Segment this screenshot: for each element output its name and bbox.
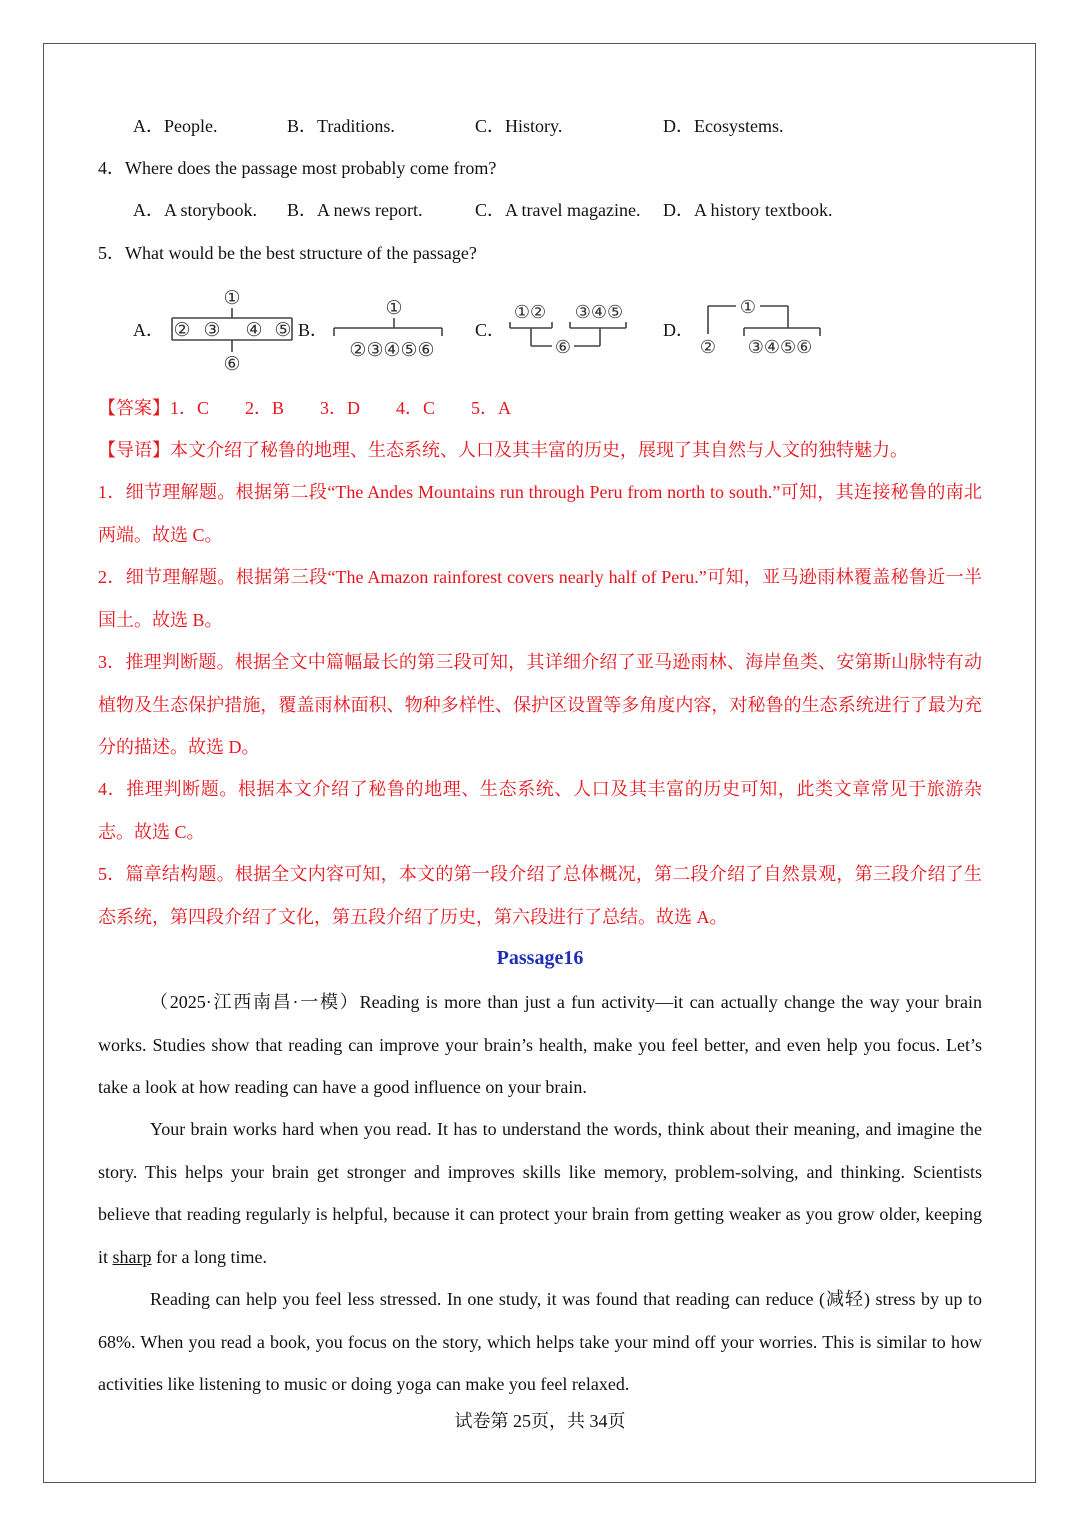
guide-intro: 【导语】本文介绍了秘鲁的地理、生态系统、人口及其丰富的历史，展现了其自然与人文的独特魅力。 (98, 440, 908, 460)
diagram-c-bottom: ⑥ (554, 337, 572, 358)
q5-label-b: B． (298, 320, 329, 340)
structure-diagram-c (506, 298, 630, 358)
underlined-word: sharp (112, 1246, 152, 1267)
diagram-a-node: ② (173, 319, 191, 341)
structure-diagram-a (166, 284, 298, 376)
q3-option-c: C．History. (475, 116, 563, 136)
explanation-4: 4．推理判断题。根据本文介绍了秘鲁的地理、生态系统、人口及其丰富的历史可知，此类文章常见于旅游杂志。故选 C。 (98, 779, 982, 842)
diagram-a-node: ⑤ (274, 319, 292, 341)
diagram-a-bottom: ⑥ (223, 353, 241, 375)
q5-label-a: A． (133, 320, 164, 340)
structure-diagram-d (696, 294, 826, 360)
q3-option-b: B．Traditions. (287, 116, 395, 136)
q3-option-a: A．People. (133, 116, 218, 136)
q4-option-a: A．A storybook. (133, 200, 258, 220)
explanation-5: 5．篇章结构题。根据全文内容可知，本文的第一段介绍了总体概况，第二段介绍了自然景观，第三段介绍了生态系统，第四段介绍了文化，第五段介绍了历史，第六段进行了总结。故选 A。 (98, 864, 982, 927)
answer-line: 【答案】1．C 2．B 3．D 4．C 5．A (98, 398, 512, 418)
q3-option-d: D．Ecosystems. (663, 116, 784, 136)
diagram-a-node: ④ (245, 319, 263, 341)
q4-option-c: C．A travel magazine. (475, 200, 641, 220)
passage-paragraph-2: Your brain works hard when you read. It has to understand the words, think about their meaning, and imagine the story. This helps your brain get stronger and improves skills like memory, problem-solving, and thinking. Scientists believe that reading regularly is helpful, because it can protect your brain from getting weaker as you grow older, keeping it sharp for a long time. (98, 1119, 982, 1267)
q4-option-d: D．A history textbook. (663, 200, 833, 220)
diagram-c-right: ③④⑤ (574, 302, 624, 323)
diagram-d-top: ① (739, 297, 757, 318)
diagram-a-node: ③ (203, 319, 221, 341)
structure-diagram-b (330, 294, 446, 366)
passage-title: Passage16 (496, 947, 584, 969)
diagram-c-left: ①② (513, 302, 547, 323)
explanation-1: 1．细节理解题。根据第二段“The Andes Mountains run through Peru from north to south.”可知，其连接秘鲁的南北两端。故选 C。 (98, 482, 982, 545)
q5-stem: 5．What would be the best structure of the passage? (98, 243, 477, 263)
diagram-a-top: ① (223, 287, 241, 309)
q5-label-c: C． (475, 320, 506, 340)
diagram-d-left: ② (699, 337, 717, 358)
q4-stem: 4．Where does the passage most probably come from? (98, 158, 497, 178)
page-footer: 试卷第 25页，共 34页 (454, 1411, 626, 1431)
explanation-3: 3．推理判断题。根据全文中篇幅最长的第三段可知，其详细介绍了亚马逊雨林、海岸鱼类、安第斯山脉特有动植物及生态保护措施，覆盖雨林面积、物种多样性、保护区设置等多角度内容，对秘鲁的生态系统进行了最为充分的描述。故选 D。 (98, 652, 982, 757)
passage-paragraph-3: Reading can help you feel less stressed. In one study, it was found that reading can reduce (减轻) stress by up to 68%. When you read a book, you focus on the story, which helps take your mind off your worries. This is similar to how activities like listening to music or doing yoga can make you feel relaxed. (98, 1289, 982, 1394)
q4-option-b: B．A news report. (287, 200, 423, 220)
passage-paragraph-1: （2025·江西南昌·一模）Reading is more than just a fun activity—it can actually change the way your brain works. Studies show that reading can improve your brain’s health, make you feel better, and even help you focus. Let’s take a look at how reading can have a good influence on your brain. (98, 992, 982, 1097)
diagram-b-row: ②③④⑤⑥ (349, 339, 435, 361)
q5-label-d: D． (663, 320, 694, 340)
explanation-2: 2．细节理解题。根据第三段“The Amazon rainforest covers nearly half of Peru.”可知，亚马逊雨林覆盖秘鲁近一半国土。故选 B。 (98, 567, 982, 630)
diagram-b-top: ① (385, 297, 403, 319)
diagram-d-right: ③④⑤⑥ (747, 337, 813, 358)
